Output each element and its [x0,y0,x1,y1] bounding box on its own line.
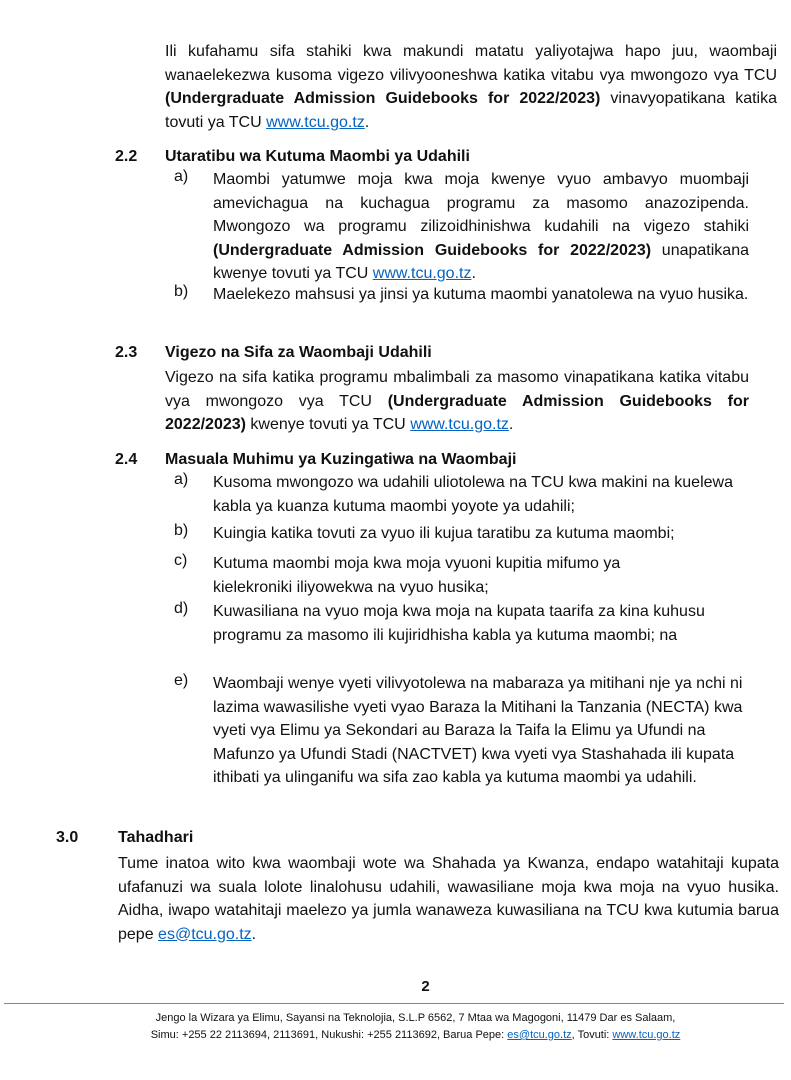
guidebook-title: (Undergraduate Admission Guidebooks for 2022/2023) [165,392,750,433]
list-marker: e) [174,672,189,689]
section-2-4-item-c: Kutuma maombi moja kwa moja vyuoni kupitia mifumo ya kielekroniki iliyowekwa na vyuo husika; [213,555,621,596]
email-link[interactable]: es@tcu.go.tz [158,925,252,943]
tcu-website-link[interactable]: www.tcu.go.tz [410,416,509,433]
intro-guidebook-title: (Undergraduate Admission Guidebooks for 2022/2023) [165,90,601,107]
section-2-4-item-d: Kuwasiliana na vyuo moja kwa moja na kupata taarifa za kina kuhusu programu za masomo ili kujiridhisha kabla ya kutuma maombi; na [213,603,705,644]
section-2-2-title: Utaratibu wa Kutuma Maombi ya Udahili [165,148,470,165]
footer-divider [4,1003,784,1004]
section-2-3-number: 2.3 [115,344,138,361]
page-number: 2 [421,978,430,995]
list-marker: b) [174,522,189,539]
intro-text: Ili kufahamu sifa stahiki kwa makundi matatu yaliyotajwa hapo juu, waombaji wanaelekezwa kusoma vigezo vilivyooneshwa katika vitabu vya mwongozo vya TCU [165,43,777,84]
list-marker: a) [174,471,189,488]
section-2-3-title: Vigezo na Sifa za Waombaji Udahili [165,344,432,361]
footer-website-link[interactable]: www.tcu.go.tz [612,1029,681,1041]
footer-contact: Simu: +255 22 2113694, 2113691, Nukushi: +255 2113692, Barua Pepe: es@tcu.go.tz, Tovuti: www.tcu.go.tz [150,1029,681,1041]
section-3-0-title: Tahadhari [118,829,194,846]
section-2-2-number: 2.2 [115,148,138,165]
list-marker: a) [174,168,189,185]
section-2-2-item-b: Maelekezo mahsusi ya jinsi ya kutuma maombi yanatolewa na vyuo husika. [213,286,749,303]
list-marker: c) [174,552,188,569]
guidebook-title: (Undergraduate Admission Guidebooks for 2022/2023) [213,241,652,259]
tcu-website-link[interactable]: www.tcu.go.tz [372,265,472,282]
list-marker: d) [174,600,189,617]
section-2-4-number: 2.4 [115,451,138,468]
footer-address: Jengo la Wizara ya Elimu, Sayansi na Teknolojia, S.L.P 6562, 7 Mtaa wa Magogoni, 11479 Dar es Salaam, [155,1012,676,1024]
section-2-4-item-a: Kusoma mwongozo wa udahili uliotolewa na TCU kwa makini na kuelewa kabla ya kuanza kutuma maombi yoyote ya udahili; [213,474,733,515]
intro-paragraph: Ili kufahamu sifa stahiki kwa makundi matatu yaliyotajwa hapo juu, waombaji wanaelekezwa kusoma vigezo vilivyooneshwa katika vitabu vya mwongozo vya TCU (Undergraduate Admission Guidebooks for 2022/2023) vinavyopatikana katika tovuti ya TCU www.tcu.go.tz. [165,43,777,131]
section-2-3-paragraph: Vigezo na sifa katika programu mbalimbali za masomo vinapatikana katika vitabu vya mwongozo vya TCU (Undergraduate Admission Guidebooks for 2022/2023) kwenye tovuti ya TCU www.tcu.go.tz. [165,369,750,433]
footer-email-link[interactable]: es@tcu.go.tz [507,1029,572,1041]
list-marker: b) [174,283,189,300]
section-3-0-paragraph: Tume inatoa wito kwa waombaji wote wa Shahada ya Kwanza, endapo watahitaji kupata ufafanuzi wa suala lolote linalohusu udahili, wawasiliane moja kwa moja na vyuo husika. Aidha, iwapo watahitaji maelezo ya jumla wanaweza kuwasiliana na TCU kwa kutumia barua pepe es@tcu.go.tz. [118,855,779,943]
intro-text-2: vinavyopatikana katika tovuti ya TCU [165,90,777,131]
section-3-0-number: 3.0 [56,829,79,846]
section-2-4-item-e: Waombaji wenye vyeti vilivyotolewa na mabaraza ya mitihani nje ya nchi ni lazima wawasilishe vyeti vyao Baraza la Mitihani la Tanzania (NECTA) kwa vyeti vya Elimu ya Sekondari au Baraza la Taifa la Elimu ya Ufundi na Mafunzo ya Ufundi Stadi (NACTVET) kwa vyeti vya Stashahada ili kupata ithibati ya ulinganifu wa sifa zao kabla ya kutuma maombi ya udahili. [213,675,743,786]
section-2-4-item-b: Kuingia katika tovuti za vyuo ili kujua taratibu za kutuma maombi; [213,525,675,542]
tcu-website-link[interactable]: www.tcu.go.tz [266,113,365,131]
section-2-2-item-a: Maombi yatumwe moja kwa moja kwenye vyuo ambavyo muombaji amevichagua na kuchagua programu za masomo anazozipenda. Mwongozo wa programu zilizoidhinishwa kudahili na vigezo stahiki (Undergraduate Admission Guidebooks for 2022/2023) unapatikana kwenye tovuti ya TCU www.tcu.go.tz. [213,171,749,282]
section-2-4-title: Masuala Muhimu ya Kuzingatiwa na Waombaji [165,451,517,468]
